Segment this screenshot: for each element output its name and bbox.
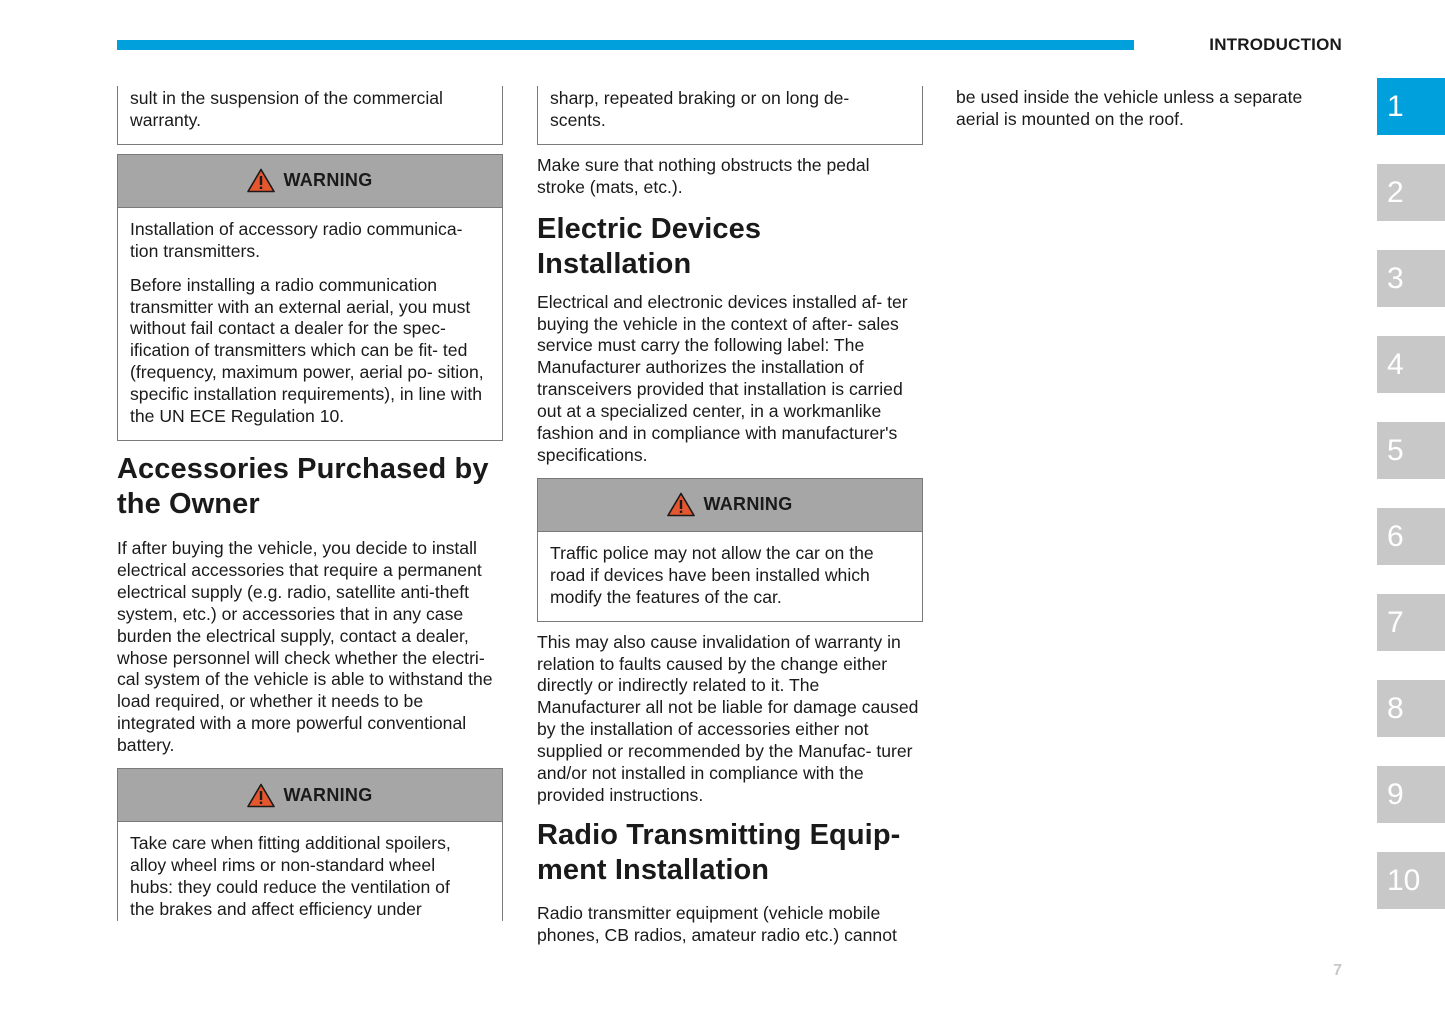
- warning-label: WARNING: [283, 784, 373, 805]
- warning-text: Installation of accessory radio communica- tion transmitters.: [130, 218, 463, 261]
- chapter-tab-4[interactable]: 4: [1377, 336, 1445, 393]
- body-paragraph: Make sure that nothing obstructs the pedal stroke (mats, etc.).: [537, 154, 870, 197]
- continued-warning-box: [537, 86, 923, 145]
- body-paragraph: If after buying the vehicle, you decide to install electrical accessories that require a permanent electrical supply (e.g. radio, satellite anti-theft system, etc.) or accessories that in any case burden the electrical supply, contact a dealer, whose personnel will check whether the electri- cal system of the vehicle is able to withstand the load required, or whether it needs to be integrated with a more powerful conventional battery.: [117, 537, 493, 756]
- body-paragraph: Electrical and electronic devices installed af- ter buying the vehicle in the context of after- sales service must carry the following label: The Manufacturer authorizes the installation of transceivers provided that installation is carried out at a specialized center, in a workmanlike fashion and in compliance with manufacturer's specifications.: [537, 291, 908, 465]
- section-heading: Electric Devices Installation: [537, 212, 762, 280]
- chapter-tab-3[interactable]: 3: [1377, 250, 1445, 307]
- body-paragraph: This may also cause invalidation of warranty in relation to faults caused by the change either directly or indirectly related to it. The Manufacturer all not be liable for damage caused by the installation of accessories either not supplied or recommended by the Manufac- turer and/or not installed in compliance with the provided instructions.: [537, 631, 919, 805]
- warning-triangle-icon: [247, 168, 275, 193]
- warning-header: [118, 769, 502, 822]
- chapter-tab-8[interactable]: 8: [1377, 680, 1445, 737]
- chapter-tab-6[interactable]: 6: [1377, 508, 1445, 565]
- warning-box-spoilers: [117, 768, 503, 921]
- warning-header: [538, 479, 922, 532]
- warning-text: Traffic police may not allow the car on the road if devices have been installed which modify the features of the car.: [550, 542, 874, 607]
- continued-text: sharp, repeated braking or on long de- scents.: [550, 88, 850, 130]
- warning-triangle-icon: [667, 492, 695, 517]
- header-accent-bar: [117, 40, 1134, 50]
- chapter-tab-10[interactable]: 10: [1377, 852, 1445, 909]
- warning-box-radio: [117, 154, 503, 441]
- warning-header: [118, 155, 502, 208]
- warning-text: Before installing a radio communication transmitter with an external aerial, you must without fail contact a dealer for the spec- ification of transmitters which can be fit- ted (frequency, maximum power, aerial po- sition, specific installation requirements), in line with the UN ECE Regulation 10.: [130, 274, 484, 427]
- warning-label: WARNING: [703, 494, 793, 515]
- continued-warning-box: [117, 86, 503, 145]
- chapter-tab-5[interactable]: 5: [1377, 422, 1445, 479]
- column-2: [537, 86, 923, 947]
- column-1: [117, 86, 503, 921]
- continued-text: sult in the suspension of the commercial warranty.: [130, 88, 443, 130]
- section-heading: Accessories Purchased by the Owner: [117, 452, 489, 520]
- chapter-tab-1[interactable]: 1: [1377, 78, 1445, 135]
- warning-text: Take care when fitting additional spoilers, alloy wheel rims or non-standard wheel hubs: they could reduce the ventilation of the brakes and affect efficiency under: [130, 833, 451, 919]
- warning-label: WARNING: [283, 170, 373, 191]
- body-paragraph: Radio transmitter equipment (vehicle mobile phones, CB radios, amateur radio etc.) cannot: [537, 902, 897, 945]
- warning-box-traffic: [537, 478, 923, 622]
- page-number: 7: [1333, 962, 1342, 979]
- chapter-tab-9[interactable]: 9: [1377, 766, 1445, 823]
- chapter-tab-2[interactable]: 2: [1377, 164, 1445, 221]
- column-3: [956, 87, 1346, 131]
- section-heading: Radio Transmitting Equip- ment Installation: [537, 818, 901, 886]
- chapter-tab-7[interactable]: 7: [1377, 594, 1445, 651]
- body-paragraph: be used inside the vehicle unless a separate aerial is mounted on the roof.: [956, 87, 1303, 129]
- warning-triangle-icon: [247, 783, 275, 808]
- section-title: INTRODUCTION: [1209, 35, 1342, 54]
